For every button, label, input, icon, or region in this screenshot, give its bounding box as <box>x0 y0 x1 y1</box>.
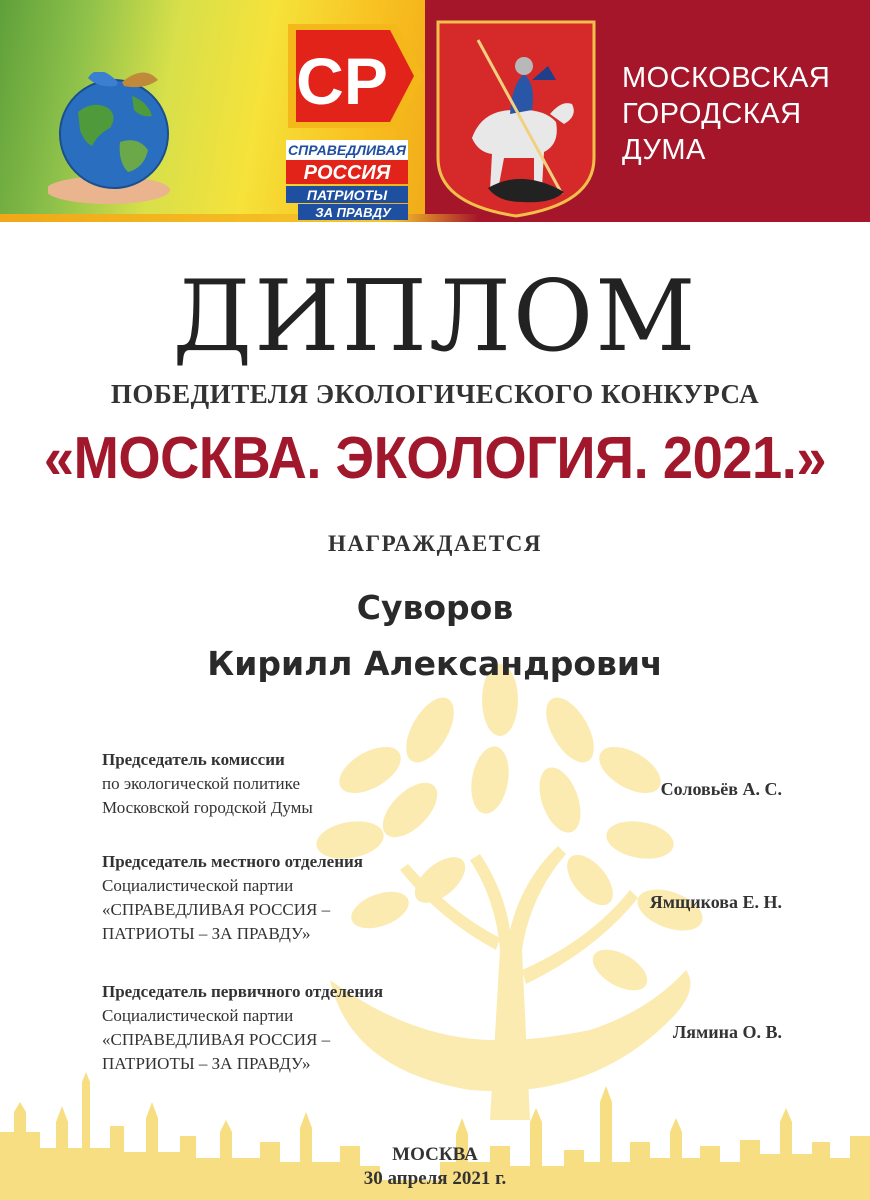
party-logo <box>278 16 428 221</box>
footer-city: МОСКВА <box>392 1144 478 1165</box>
signatory-line: Московской городской Думы <box>102 798 313 817</box>
signatory-block <box>102 748 522 820</box>
diploma-subtitle: ПОБЕДИТЕЛЯ ЭКОЛОГИЧЕСКОГО КОНКУРСА <box>110 379 760 409</box>
footer-date: 30 апреля 2021 г. <box>363 1168 507 1189</box>
party-logo-line4: ЗА ПРАВДУ <box>315 205 391 220</box>
signatory-name: Ямщикова Е. Н. <box>649 892 782 912</box>
signatory-block <box>102 980 522 1076</box>
signatory-line: Социалистической партии <box>102 1006 294 1025</box>
signatory-line: ПАТРИОТЫ – ЗА ПРАВДУ» <box>102 1054 311 1073</box>
recipient-surname: Суворов <box>356 588 514 627</box>
signatory-block <box>102 850 522 946</box>
signatory-name: Лямина О. В. <box>672 1022 782 1042</box>
signatory-line: ПАТРИОТЫ – ЗА ПРАВДУ» <box>102 924 311 943</box>
party-logo-line3: ПАТРИОТЫ <box>306 187 388 203</box>
header-banner <box>0 0 870 222</box>
contest-name: «МОСКВА. ЭКОЛОГИЯ. 2021.» <box>43 425 827 491</box>
duma-line-3: ДУМА <box>622 134 706 166</box>
signatory-role: Председатель первичного отделения <box>102 982 384 1001</box>
party-logo-line1: СПРАВЕДЛИВАЯ <box>288 142 406 158</box>
signatory-role: Председатель местного отделения <box>102 852 363 871</box>
signatory-line: «СПРАВЕДЛИВАЯ РОССИЯ – <box>102 900 331 919</box>
signatory-role: Председатель комиссии <box>102 750 285 769</box>
duma-name <box>622 60 862 168</box>
diploma-title: ДИПЛОМ <box>172 260 698 374</box>
duma-line-2: ГОРОДСКАЯ <box>622 98 802 130</box>
party-logo-line2: РОССИЯ <box>303 162 391 184</box>
party-logo-letters: СР <box>296 44 388 118</box>
signatory-name: Соловьёв А. С. <box>660 779 782 799</box>
globe-icon <box>48 72 180 204</box>
duma-line-1: МОСКОВСКАЯ <box>622 62 831 94</box>
awarded-label: НАГРАЖДАЕТСЯ <box>328 531 542 556</box>
signatory-line: по экологической политике <box>102 774 301 793</box>
signatory-line: Социалистической партии <box>102 876 294 895</box>
recipient-given-names: Кирилл Александрович <box>207 644 663 683</box>
moscow-coat-of-arms-icon <box>432 18 600 218</box>
signatory-line: «СПРАВЕДЛИВАЯ РОССИЯ – <box>102 1030 331 1049</box>
